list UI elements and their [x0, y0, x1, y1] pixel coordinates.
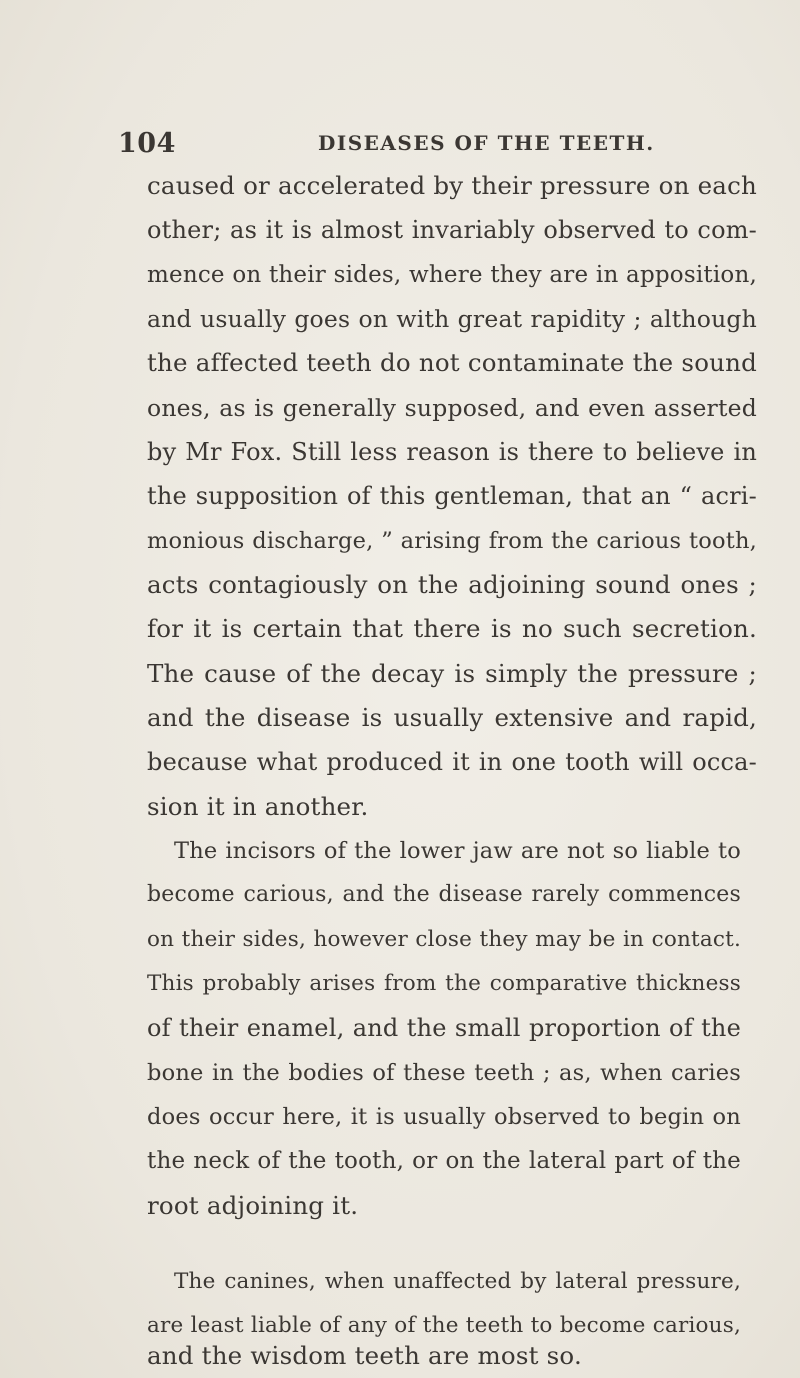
text-line: of their enamel, and the small proportion of the	[147, 1014, 741, 1042]
text-line: monious discharge, ” arising from the carious tooth,	[147, 528, 757, 554]
text-line: by Mr Fox. Still less reason is there to believe in	[147, 438, 757, 466]
text-line: ones, as is generally supposed, and even asserted	[147, 394, 757, 422]
text-line: does occur here, it is usually observed to begin on	[147, 1104, 741, 1130]
text-line: and the disease is usually extensive and rapid,	[147, 703, 757, 732]
text-line: on their sides, however close they may be in contact.	[147, 927, 741, 952]
text-line: other; as it is almost invariably observed to com-	[147, 216, 757, 244]
text-line: for it is certain that there is no such secretion.	[147, 614, 757, 643]
text-line: and usually goes on with great rapidity ; although	[147, 305, 757, 333]
text-line: sion it in another.	[147, 792, 369, 821]
running-title: DISEASES OF THE TEETH.	[318, 131, 655, 155]
text-line: the neck of the tooth, or on the lateral part of the	[147, 1148, 741, 1174]
page-number: 104	[118, 128, 176, 159]
text-line: become carious, and the disease rarely commences	[147, 882, 741, 907]
text-line: The incisors of the lower jaw are not so liable to	[174, 838, 741, 864]
text-line: The canines, when unaffected by lateral pressure,	[174, 1269, 741, 1294]
text-line: and the wisdom teeth are most so.	[147, 1341, 582, 1370]
running-head	[118, 128, 758, 168]
text-line: are least liable of any of the teeth to become carious,	[147, 1313, 741, 1338]
text-line: the affected teeth do not contaminate the sound	[147, 348, 757, 377]
text-line: caused or accelerated by their pressure on each	[147, 171, 757, 200]
text-line: because what produced it in one tooth will occa-	[147, 748, 757, 776]
text-line: This probably arises from the comparative thickness	[147, 971, 741, 996]
text-line: the supposition of this gentleman, that an “ acri-	[147, 482, 757, 510]
text-line: mence on their sides, where they are in apposition,	[147, 262, 757, 288]
text-line: bone in the bodies of these teeth ; as, when caries	[147, 1060, 741, 1086]
text-line: root adjoining it.	[147, 1191, 359, 1220]
text-line: The cause of the decay is simply the pressure ;	[147, 659, 757, 688]
text-line: acts contagiously on the adjoining sound ones ;	[147, 570, 757, 599]
